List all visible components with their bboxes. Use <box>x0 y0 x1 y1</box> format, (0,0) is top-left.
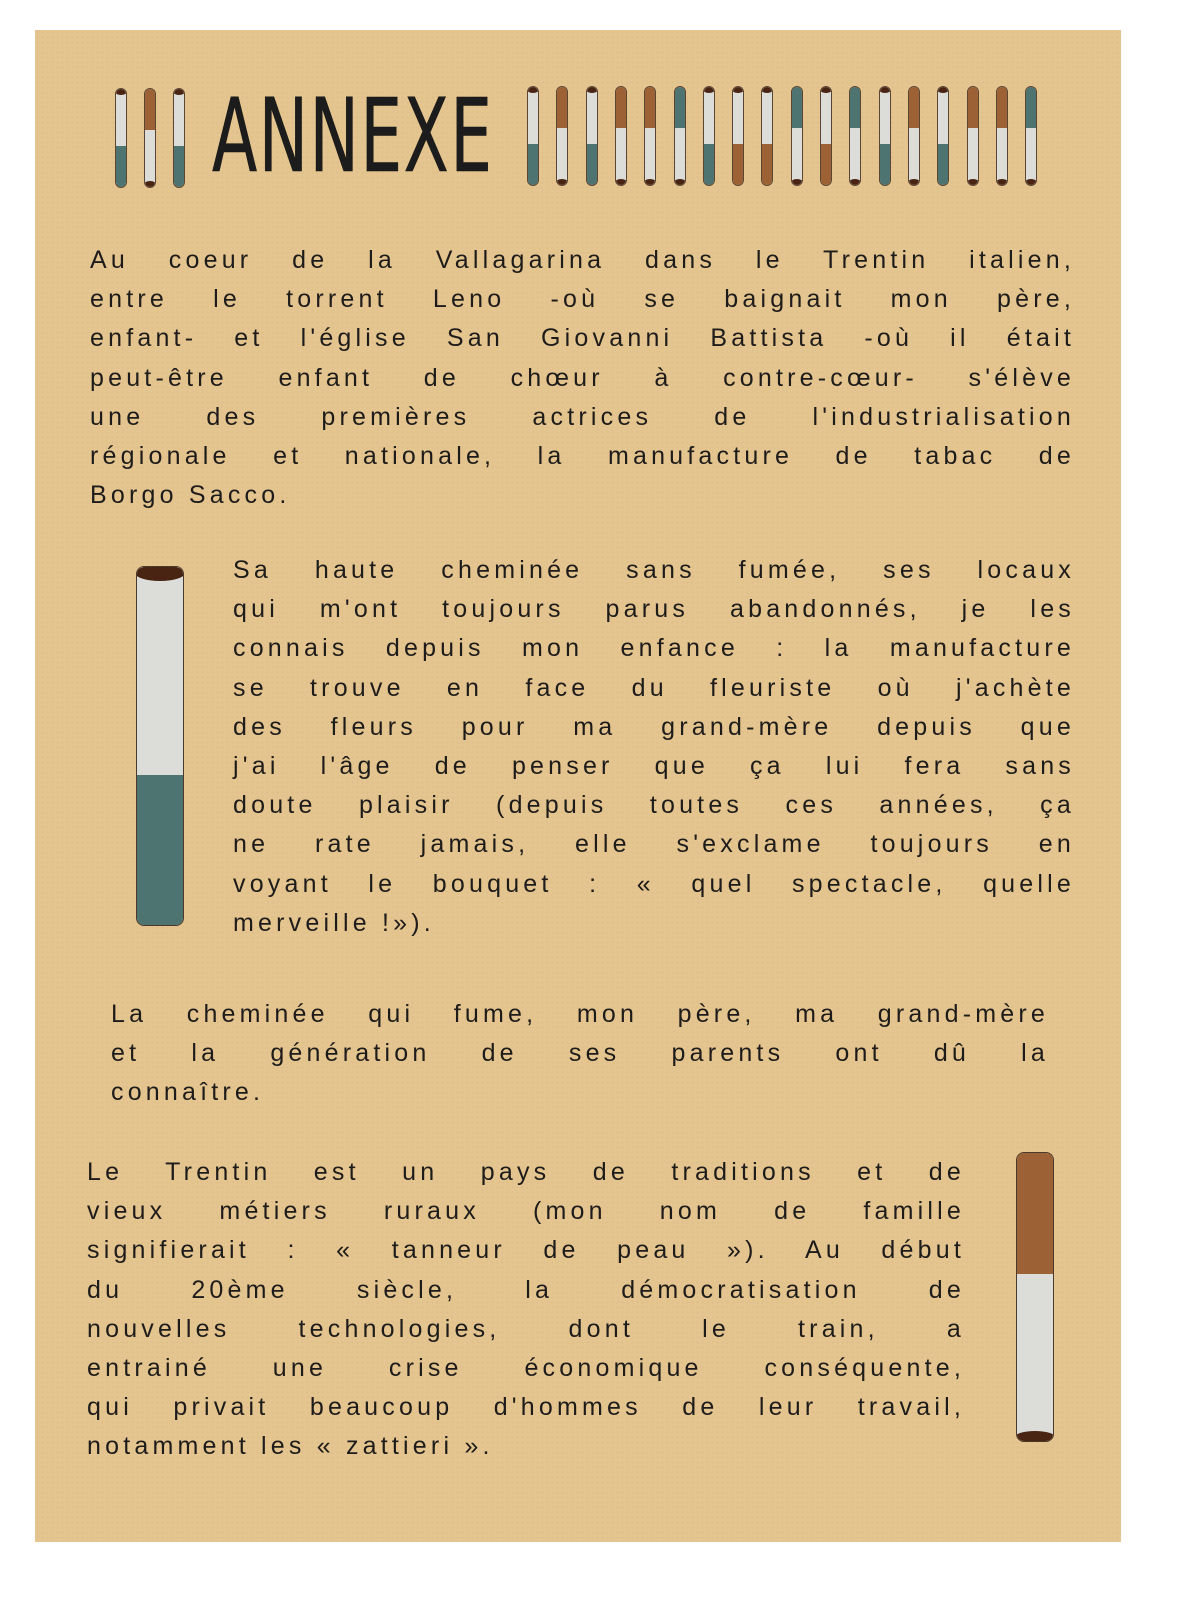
text-line: Borgo Sacco. <box>90 481 291 510</box>
cigarette-icon <box>879 86 891 186</box>
cigarette-icon <box>732 86 744 186</box>
text-line: j'ai l'âge de penser que ça lui fera sans <box>233 752 1075 781</box>
cigarette-icon <box>615 86 627 186</box>
cigarette-icon <box>791 86 803 186</box>
text-line: signifierait : « tanneur de peau »). Au début <box>87 1236 965 1265</box>
text-line: Le Trentin est un pays de traditions et de <box>87 1158 965 1186</box>
text-line: connaître. <box>111 1078 265 1107</box>
text-line: et la génération de ses parents ont dû la <box>111 1039 1049 1068</box>
page-title: ANNEXE <box>212 77 494 196</box>
cigarette-icon <box>937 86 949 186</box>
text-line: peut-être enfant de chœur à contre-cœur- s'élève <box>90 363 1075 392</box>
cigarette-icon <box>556 86 568 186</box>
text-line: entrainé une crise économique conséquente, <box>87 1354 965 1383</box>
text-line: Au coeur de la Vallagarina dans le Trentin italien, <box>90 246 1075 274</box>
cigarette-icon <box>173 88 185 188</box>
text-line: enfant- et l'église San Giovanni Battista -où il était <box>90 324 1075 353</box>
text-line: notamment les « zattieri ». <box>87 1432 494 1461</box>
cigarette-icon <box>849 86 861 186</box>
cigarette-illustration-right <box>1016 1152 1054 1442</box>
text-line: Sa haute cheminée sans fumée, ses locaux <box>233 556 1075 584</box>
text-line: voyant le bouquet : « quel spectacle, quelle <box>233 869 1075 898</box>
text-line: qui m'ont toujours parus abandonnés, je les <box>233 595 1075 624</box>
text-line: qui privait beaucoup d'hommes de leur travail, <box>87 1393 965 1422</box>
cigarette-icon <box>761 86 773 186</box>
cigarette-icon <box>967 86 979 186</box>
text-line: merveille !»). <box>233 908 435 937</box>
text-line: entre le torrent Leno -où se baignait mon père, <box>90 285 1075 314</box>
text-line: connais depuis mon enfance : la manufacture <box>233 634 1075 663</box>
cigarette-icon <box>674 86 686 186</box>
cigarette-icon <box>527 86 539 186</box>
text-line: régionale et nationale, la manufacture de tabac de <box>90 442 1075 471</box>
cigarette-illustration-left <box>136 566 184 926</box>
paragraph-intro <box>90 241 1075 515</box>
cigarette-icon <box>644 86 656 186</box>
paragraph-chimney <box>233 551 1075 943</box>
paragraph-trentin <box>87 1153 965 1467</box>
text-line: La cheminée qui fume, mon père, ma grand-mère <box>111 1000 1049 1028</box>
text-line: vieux métiers ruraux (mon nom de famille <box>87 1197 965 1226</box>
text-line: ne rate jamais, elle s'exclame toujours en <box>233 830 1075 859</box>
text-line: des fleurs pour ma grand-mère depuis que <box>233 712 1075 741</box>
text-line: une des premières actrices de l'industrialisation <box>90 402 1075 431</box>
text-line: nouvelles technologies, dont le train, a <box>87 1314 965 1343</box>
text-line: doute plaisir (depuis toutes ces années, ça <box>233 791 1075 820</box>
cigarette-icon <box>1025 86 1037 186</box>
cigarette-icon <box>115 88 127 188</box>
cigarette-icon <box>908 86 920 186</box>
cigarette-icon <box>820 86 832 186</box>
text-line: du 20ème siècle, la démocratisation de <box>87 1275 965 1304</box>
cigarette-icon <box>586 86 598 186</box>
cigarette-icon <box>996 86 1008 186</box>
cigarette-icon <box>144 88 156 188</box>
paragraph-generations <box>111 995 1049 1113</box>
text-line: se trouve en face du fleuriste où j'achète <box>233 673 1075 702</box>
cigarette-icon <box>703 86 715 186</box>
